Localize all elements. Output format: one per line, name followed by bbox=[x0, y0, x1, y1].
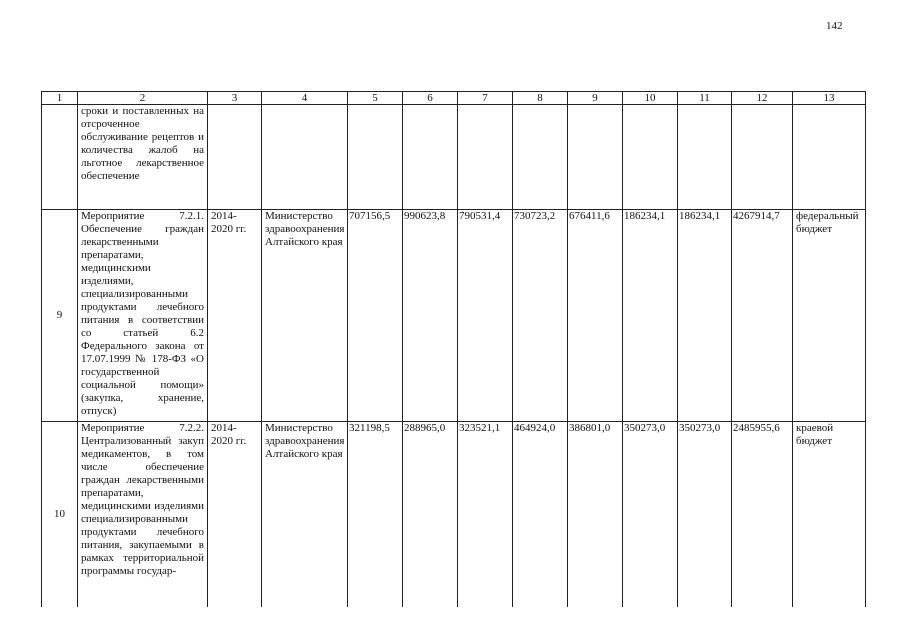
value-cell: 707156,5 bbox=[348, 210, 403, 422]
activity-name: Мероприятие 7.2.2. Централизованный закуп медикаментов, в том числе обеспечение граждан лекарственными препаратами, медицинскими изделиями специализированными продуктами лечебного питания, закупаемыми в рамках территориальной программы государ- bbox=[78, 422, 208, 608]
value-cell bbox=[513, 105, 568, 210]
column-header: 5 bbox=[348, 92, 403, 105]
value-cell bbox=[348, 105, 403, 210]
value-cell bbox=[623, 105, 678, 210]
page-number: 142 bbox=[826, 20, 843, 32]
column-header: 3 bbox=[208, 92, 262, 105]
table-row bbox=[42, 422, 866, 608]
column-header: 9 bbox=[568, 92, 623, 105]
table-row bbox=[42, 210, 866, 422]
budget-table bbox=[41, 91, 866, 607]
total-cell: 4267914,7 bbox=[732, 210, 793, 422]
period-cell: 2014-2020 гг. bbox=[208, 422, 262, 608]
value-cell: 730723,2 bbox=[513, 210, 568, 422]
column-header: 6 bbox=[403, 92, 458, 105]
column-header: 1 bbox=[42, 92, 78, 105]
value-cell: 350273,0 bbox=[623, 422, 678, 608]
total-cell bbox=[732, 105, 793, 210]
value-cell: 990623,8 bbox=[403, 210, 458, 422]
column-header: 11 bbox=[678, 92, 732, 105]
row-number: 9 bbox=[42, 210, 78, 422]
row-number: 10 bbox=[42, 422, 78, 608]
executor-cell bbox=[262, 105, 348, 210]
activity-name: Мероприятие 7.2.1. Обеспечение граждан лекарственными препаратами, медицинскими изделиями, специализированными продуктами лечебного питания в соответствии со статьей 6.2 Федерального закона от 17.07.1999 № 178-ФЗ «О государственной социальной помощи» (закупка, хранение, отпуск) bbox=[78, 210, 208, 422]
value-cell: 464924,0 bbox=[513, 422, 568, 608]
source-cell bbox=[793, 105, 866, 210]
value-cell: 288965,0 bbox=[403, 422, 458, 608]
value-cell: 386801,0 bbox=[568, 422, 623, 608]
column-header: 10 bbox=[623, 92, 678, 105]
period-cell: 2014-2020 гг. bbox=[208, 210, 262, 422]
column-header: 13 bbox=[793, 92, 866, 105]
table-row bbox=[42, 105, 866, 210]
column-header: 7 bbox=[458, 92, 513, 105]
column-header: 12 bbox=[732, 92, 793, 105]
value-cell: 350273,0 bbox=[678, 422, 732, 608]
value-cell: 676411,6 bbox=[568, 210, 623, 422]
executor-cell: Министерство здравоохранения Алтайского края bbox=[262, 422, 348, 608]
value-cell bbox=[458, 105, 513, 210]
source-cell: федеральный бюджет bbox=[793, 210, 866, 422]
value-cell bbox=[403, 105, 458, 210]
value-cell bbox=[678, 105, 732, 210]
value-cell bbox=[568, 105, 623, 210]
header-row bbox=[42, 92, 866, 105]
value-cell: 321198,5 bbox=[348, 422, 403, 608]
source-cell: краевой бюджет bbox=[793, 422, 866, 608]
total-cell: 2485955,6 bbox=[732, 422, 793, 608]
period-cell bbox=[208, 105, 262, 210]
value-cell: 323521,1 bbox=[458, 422, 513, 608]
value-cell: 790531,4 bbox=[458, 210, 513, 422]
value-cell: 186234,1 bbox=[623, 210, 678, 422]
column-header: 4 bbox=[262, 92, 348, 105]
value-cell: 186234,1 bbox=[678, 210, 732, 422]
column-header: 8 bbox=[513, 92, 568, 105]
executor-cell: Министерство здравоохранения Алтайского края bbox=[262, 210, 348, 422]
column-header: 2 bbox=[78, 92, 208, 105]
row-number bbox=[42, 105, 78, 210]
activity-name: сроки и поставленных на отсроченное обслуживание рецептов и количества жалоб на льготное лекарственное обеспечение bbox=[78, 105, 208, 210]
